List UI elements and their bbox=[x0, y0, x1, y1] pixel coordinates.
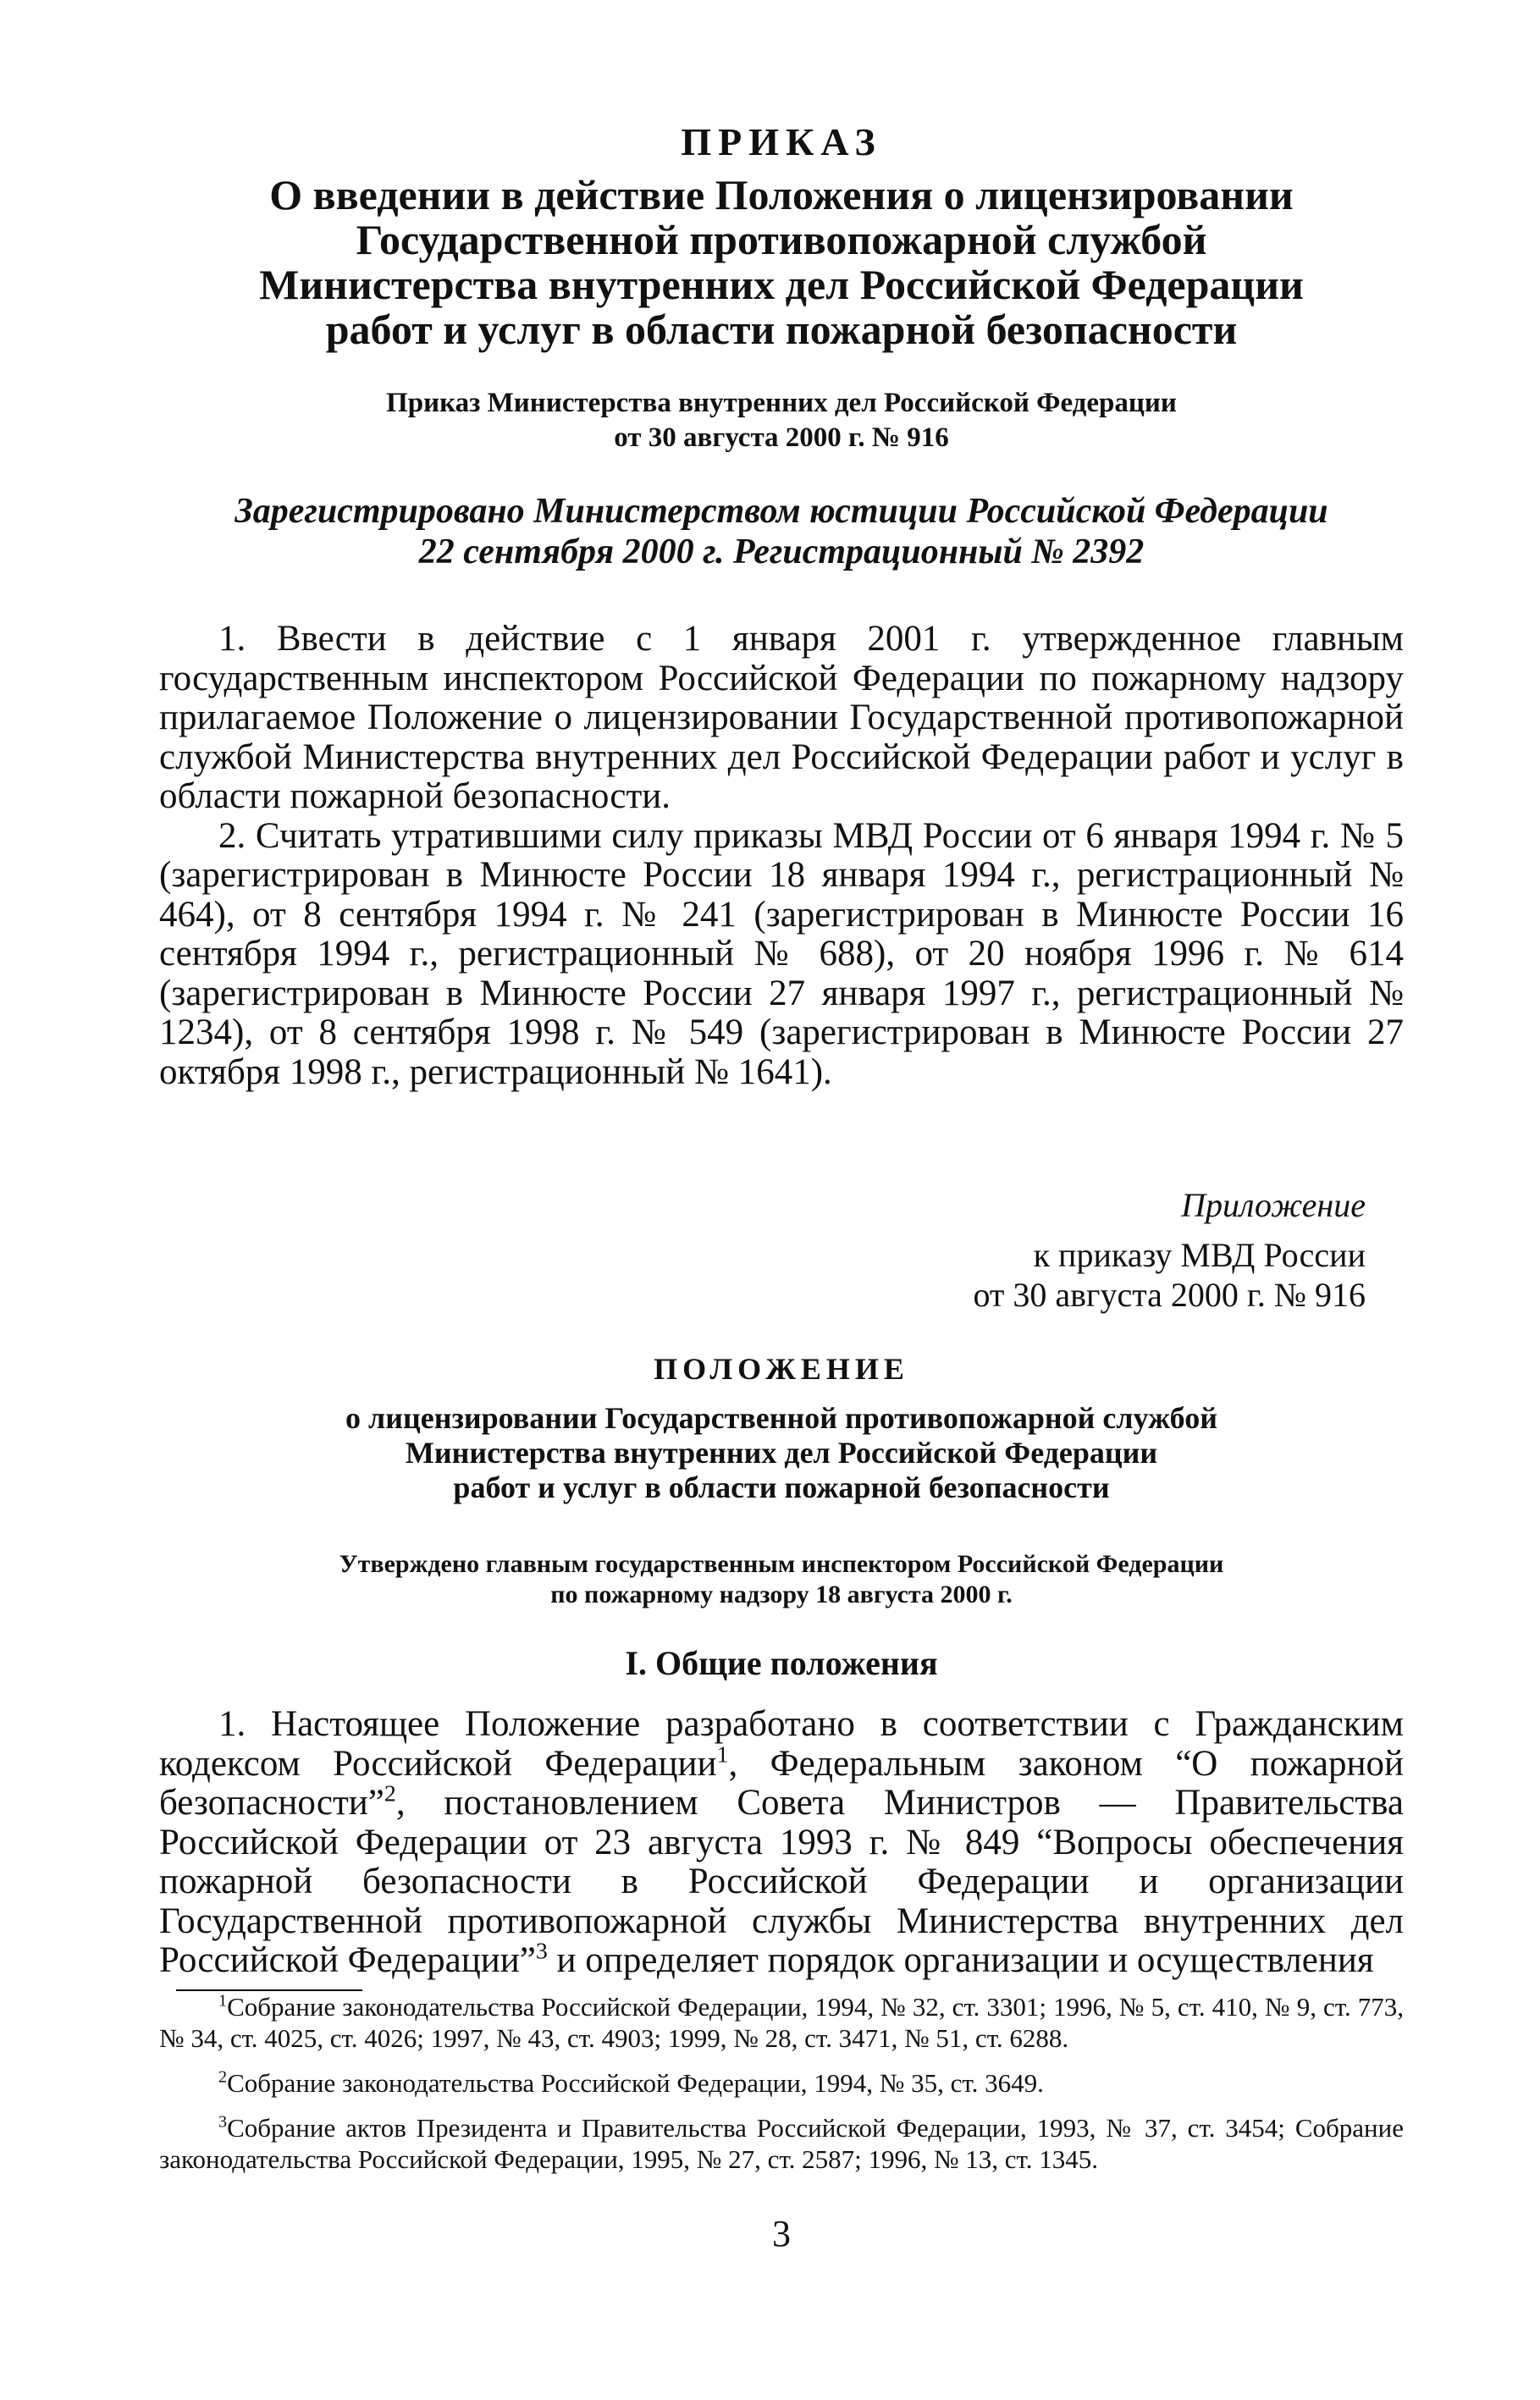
doc-type-heading: ПРИКАЗ bbox=[681, 120, 882, 163]
order-title-line: Министерства внутренних дел Российской Федерации bbox=[259, 261, 1304, 308]
footnote-mark: 3 bbox=[218, 2112, 228, 2132]
order-body bbox=[159, 620, 1404, 1092]
registration-note bbox=[159, 491, 1404, 572]
appendix-block bbox=[159, 1185, 1404, 1315]
paragraph-text: , Федеральным законом “О пожарной безопасности” bbox=[159, 1743, 1404, 1823]
registration-line: Зарегистрировано Министерством юстиции Российской Федерации bbox=[235, 492, 1328, 531]
order-title-line: Государственной противопожарной службой bbox=[356, 216, 1207, 263]
document-page bbox=[159, 119, 1404, 2255]
appendix-label: Приложение bbox=[1181, 1186, 1366, 1224]
paragraph-text: и определяет порядок организации и осуществления bbox=[547, 1940, 1374, 1980]
appendix-line: к приказу МВД России bbox=[1033, 1236, 1366, 1274]
paragraph-text: , постановлением Совета Министров — Правительства Российской Федерации от 23 августа 1993 г. № 849 “Вопросы обеспечения пожарной безопасности в Российской Федерации и организации Государственной противопожарной службы Министерства внутренних дел Российской Федерации” bbox=[159, 1783, 1404, 1980]
order-reference bbox=[159, 386, 1404, 455]
approval-line: Утверждено главным государственным инспектором Российской Федерации bbox=[339, 1550, 1224, 1578]
order-title-line: О введении в действие Положения о лицензировании bbox=[269, 171, 1294, 218]
footnote-mark: 2 bbox=[218, 2067, 228, 2087]
footnote-text: Собрание законодательства Российской Федерации, 1994, № 35, ст. 3649. bbox=[227, 2067, 1044, 2098]
order-title bbox=[159, 173, 1404, 352]
footnote-mark: 1 bbox=[218, 1991, 228, 2011]
appendix-line: от 30 августа 2000 г. № 916 bbox=[973, 1276, 1366, 1314]
order-item-1: 1. Ввести в действие с 1 января 2001 г. утвержденное главным государственным инспектором Российской Федерации по пожарному надзору прилагаемое Положение о лицензировании Государственной противопожарной службой Министерства внутренних дел Российской Федерации работ и услуг в области пожарной безопасности. bbox=[159, 619, 1404, 816]
footnote-3 bbox=[159, 2112, 1404, 2175]
order-date-number: от 30 августа 2000 г. № 916 bbox=[614, 422, 949, 453]
footnote-2 bbox=[159, 2067, 1404, 2099]
paragraph-text: 1. Настоящее Положение разработано в соответствии с Гражданским кодексом Российской Федерации bbox=[159, 1704, 1404, 1784]
order-item-2: 2. Считать утратившими силу приказы МВД России от 6 января 1994 г. № 5 (зарегистрирован в Минюсте России 18 января 1994 г., регистрационный № 464), от 8 сентября 1994 г. № 241 (зарегистрирован в Минюсте России 16 сентября 1994 г., регистрационный № 688), от 20 ноября 1996 г. № 614 (зарегистрирован в Минюсте России 27 января 1997 г., регистрационный № 1234), от 8 сентября 1998 г. № 549 (зарегистрирован в Минюсте России 27 октября 1998 г., регистрационный № 1641). bbox=[159, 815, 1404, 1092]
regulation-subtitle bbox=[159, 1401, 1404, 1505]
regulation-subtitle-line: работ и услуг в области пожарной безопасности bbox=[453, 1470, 1110, 1504]
footnote-ref-2[interactable]: 2 bbox=[384, 1780, 396, 1807]
page-number: 3 bbox=[772, 2212, 791, 2254]
approval-line: по пожарному надзору 18 августа 2000 г. bbox=[550, 1581, 1013, 1608]
section-heading: I. Общие положения bbox=[625, 1644, 938, 1682]
footnote-ref-1[interactable]: 1 bbox=[716, 1741, 729, 1768]
footnotes bbox=[159, 1991, 1404, 2175]
footnote-1 bbox=[159, 1991, 1404, 2054]
regulation-subtitle-line: о лицензировании Государственной противопожарной службой bbox=[345, 1401, 1217, 1435]
footnote-text: Собрание законодательства Российской Федерации, 1994, № 32, ст. 3301; 1996, № 5, ст. 410, № 9, ст. 773, № 34, ст. 4025, ст. 4026; 1997, № 43, ст. 4903; 1999, № 28, ст. 3471, № 51, ст. 6288. bbox=[159, 1991, 1404, 2053]
regulation-subtitle-line: Министерства внутренних дел Российской Федерации bbox=[405, 1436, 1158, 1470]
approval-note bbox=[159, 1549, 1404, 1610]
regulation-paragraph-1 bbox=[159, 1705, 1404, 1981]
order-issuer: Приказ Министерства внутренних дел Российской Федерации bbox=[386, 388, 1177, 418]
footnote-ref-3[interactable]: 3 bbox=[535, 1938, 548, 1965]
footnote-text: Собрание актов Президента и Правительства Российской Федерации, 1993, № 37, ст. 3454; Собрание законодательства Российской Федерации, 1995, № 27, ст. 2587; 1996, № 13, ст. 1345. bbox=[159, 2112, 1404, 2174]
order-title-line: работ и услуг в области пожарной безопасности bbox=[325, 306, 1238, 353]
regulation-title: ПОЛОЖЕНИЕ bbox=[654, 1352, 909, 1386]
registration-line: 22 сентября 2000 г. Регистрационный № 2392 bbox=[418, 532, 1145, 571]
